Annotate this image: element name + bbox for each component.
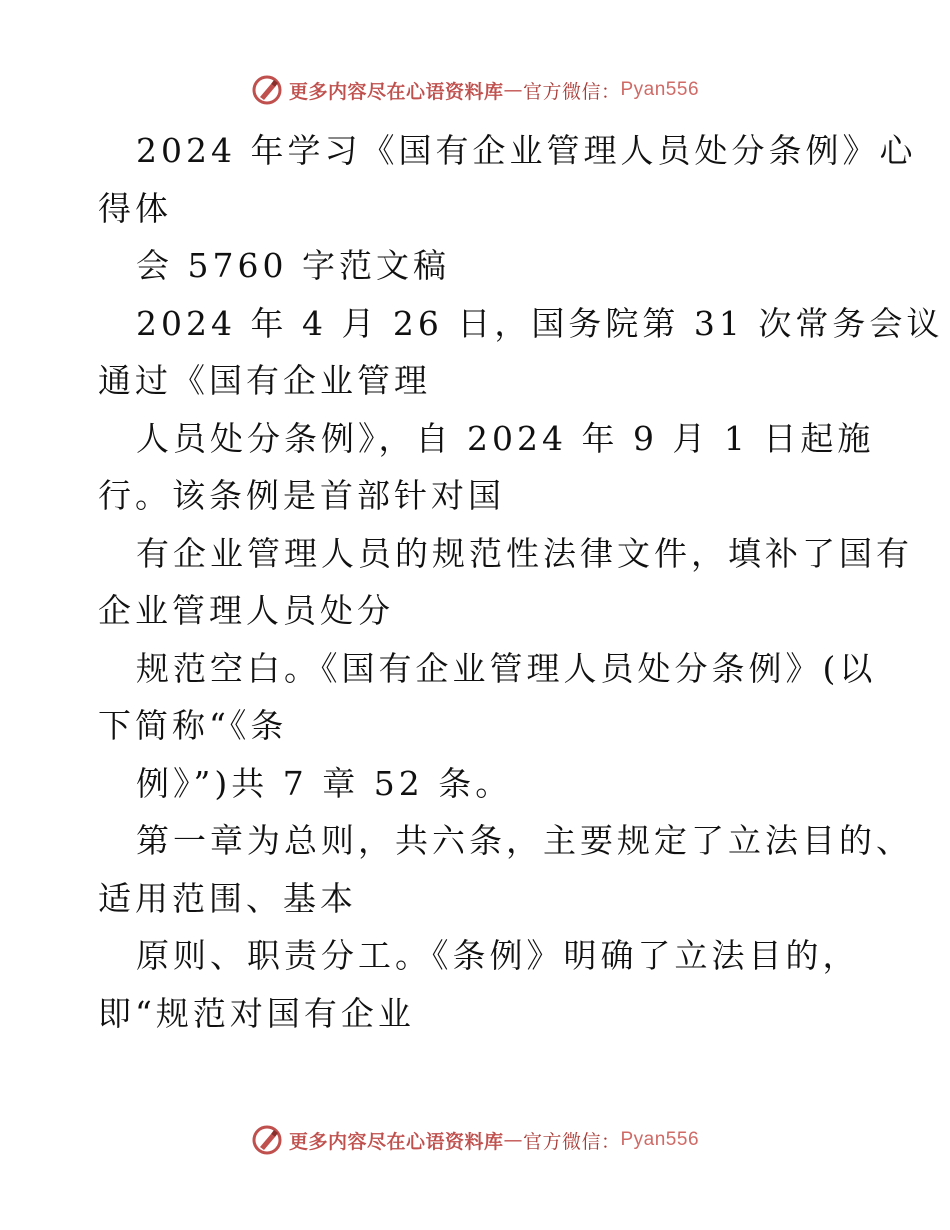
document-line: 行。该条例是首部针对国 [98, 476, 505, 515]
watermark-dash: — [503, 79, 523, 101]
watermark-dash: — [503, 1129, 523, 1151]
document-body [98, 122, 944, 1042]
watermark-wechat-label: 官方微信： [522, 80, 621, 103]
document-line: 2024 年学习《国有企业管理人员处分条例》心 [136, 131, 917, 170]
watermark-wechat-label: 官方微信： [522, 1130, 621, 1153]
document-line: 2024 年 4 月 26 日，国务院第 31 次常务会议 [136, 303, 944, 343]
watermark-main-text: 更多内容尽在心语资料库 [288, 80, 504, 103]
footer-watermark [0, 1120, 950, 1160]
watermark-wechat-id: Pyan556 [620, 1129, 700, 1150]
document-line: 原则、职责分工。《条例》明确了立法目的， [136, 936, 860, 975]
document-line: 第一章为总则，共六条，主要规定了立法目的、 [136, 821, 913, 860]
document-line: 通过《国有企业管理 [98, 361, 431, 400]
document-line: 会 5760 字范文稿 [136, 246, 450, 285]
pen-logo-icon [251, 74, 283, 106]
document-line: 下简称“《条 [98, 706, 288, 745]
document-line: 即“规范对国有企业 [98, 993, 415, 1033]
header-watermark [0, 70, 950, 110]
document-line: 得体 [98, 188, 172, 228]
document-line: 企业管理人员处分 [98, 591, 394, 630]
document-line: 有企业管理人员的规范性法律文件，填补了国有 [136, 533, 913, 573]
watermark-wechat-id: Pyan556 [620, 79, 700, 100]
document-line: 适用范围、基本 [98, 878, 357, 918]
watermark-main-text: 更多内容尽在心语资料库 [288, 1130, 504, 1153]
document-line: 人员处分条例》，自 2024 年 9 月 1 日起施 [136, 418, 875, 458]
document-line: 规范空白。《国有企业管理人员处分条例》(以 [136, 648, 877, 688]
document-line: 例》”)共 7 章 52 条。 [136, 763, 513, 803]
pen-logo-icon [251, 1124, 283, 1156]
